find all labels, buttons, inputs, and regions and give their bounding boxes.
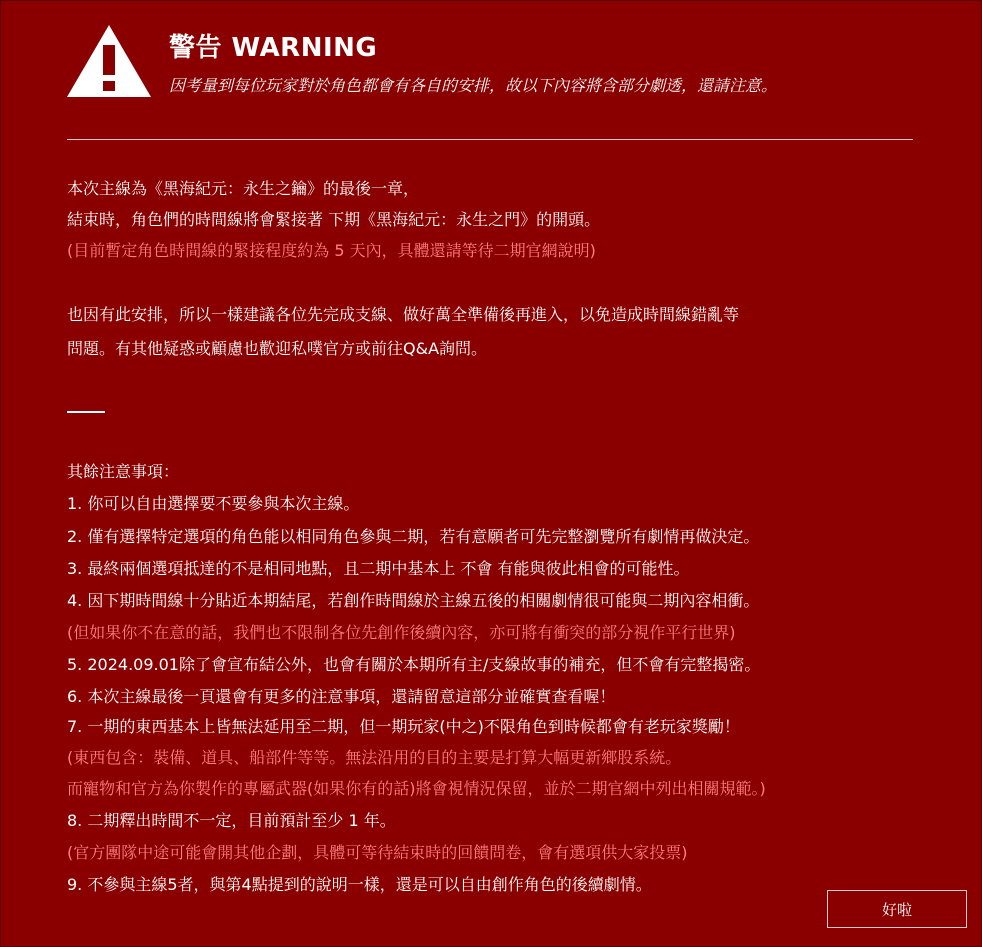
note-item: 7. 一期的東西基本上皆無法延用至二期，但一期玩家(中之)不限角色到時候都會有老玩家獎勵！	[67, 717, 740, 736]
intro-note: (目前暫定角色時間線的緊接程度約為 5 天內，具體還請等待二期官網說明)	[67, 241, 596, 260]
note-item: 5. 2024.09.01除了會宣布結公外，也會有關於本期所有主/支線故事的補充，但不會有完整揭密。	[67, 655, 761, 674]
warning-triangle-icon	[65, 23, 153, 99]
dialog-subtitle: 因考量到每位玩家對於角色都會有各自的安排，故以下內容將含部分劇透，還請注意。	[169, 76, 778, 95]
paragraph-line: 問題。有其他疑惑或顧慮也歡迎私噗官方或前往Q&A詢問。	[67, 339, 488, 358]
note-item: 8. 二期釋出時間不一定，目前預計至少 1 年。	[67, 811, 396, 830]
dialog-title: 警告 WARNING	[169, 33, 378, 63]
note-item: 1. 你可以自由選擇要不要參與本次主線。	[67, 494, 360, 513]
note-subnote: (官方團隊中途可能會開其他企劃，具體可等待結束時的回饋問卷，會有選項供大家投票)	[67, 843, 688, 862]
paragraph-line: 也因有此安排，所以一樣建議各位先完成支線、做好萬全準備後再進入，以免造成時間線錯亂等	[67, 305, 740, 324]
note-subnote: (東西包含：裝備、道具、船部件等等。無法沿用的目的主要是打算大幅更新鄉股系統。	[67, 748, 682, 767]
note-item: 2. 僅有選擇特定選項的角色能以相同角色參與二期，若有意願者可先完整瀏覽所有劇情再做決定。	[67, 527, 760, 546]
note-item: 6. 本次主線最後一頁還會有更多的注意事項，還請留意這部分並確實查看喔！	[67, 687, 616, 706]
note-subnote: 而寵物和官方為你製作的專屬武器(如果你有的話)將會視情況保留，並於二期官網中列出相關規範。)	[67, 779, 766, 798]
note-item: 9. 不參與主線5者，與第4點提到的說明一樣，還是可以自由創作角色的後續劇情。	[67, 875, 652, 894]
notes-title: 其餘注意事項：	[67, 462, 180, 481]
intro-line: 結束時，角色們的時間線將會緊接著 下期《黑海紀元：永生之門》的開頭。	[67, 210, 601, 229]
ok-button[interactable]: 好啦	[827, 890, 967, 928]
note-item: 3. 最終兩個選項抵達的不是相同地點，且二期中基本上 不會 有能與彼此相會的可能性。	[67, 559, 690, 578]
note-subnote: (但如果你不在意的話，我們也不限制各位先創作後續內容，亦可將有衝突的部分視作平行世界)	[67, 623, 736, 642]
dash-separator	[67, 411, 105, 413]
divider	[67, 139, 913, 140]
note-item: 4. 因下期時間線十分貼近本期結尾，若創作時間線於主線五後的相關劇情很可能與二期內容相衝。	[67, 591, 760, 610]
intro-line: 本次主線為《黑海紀元：永生之鑰》的最後一章，	[67, 179, 420, 198]
